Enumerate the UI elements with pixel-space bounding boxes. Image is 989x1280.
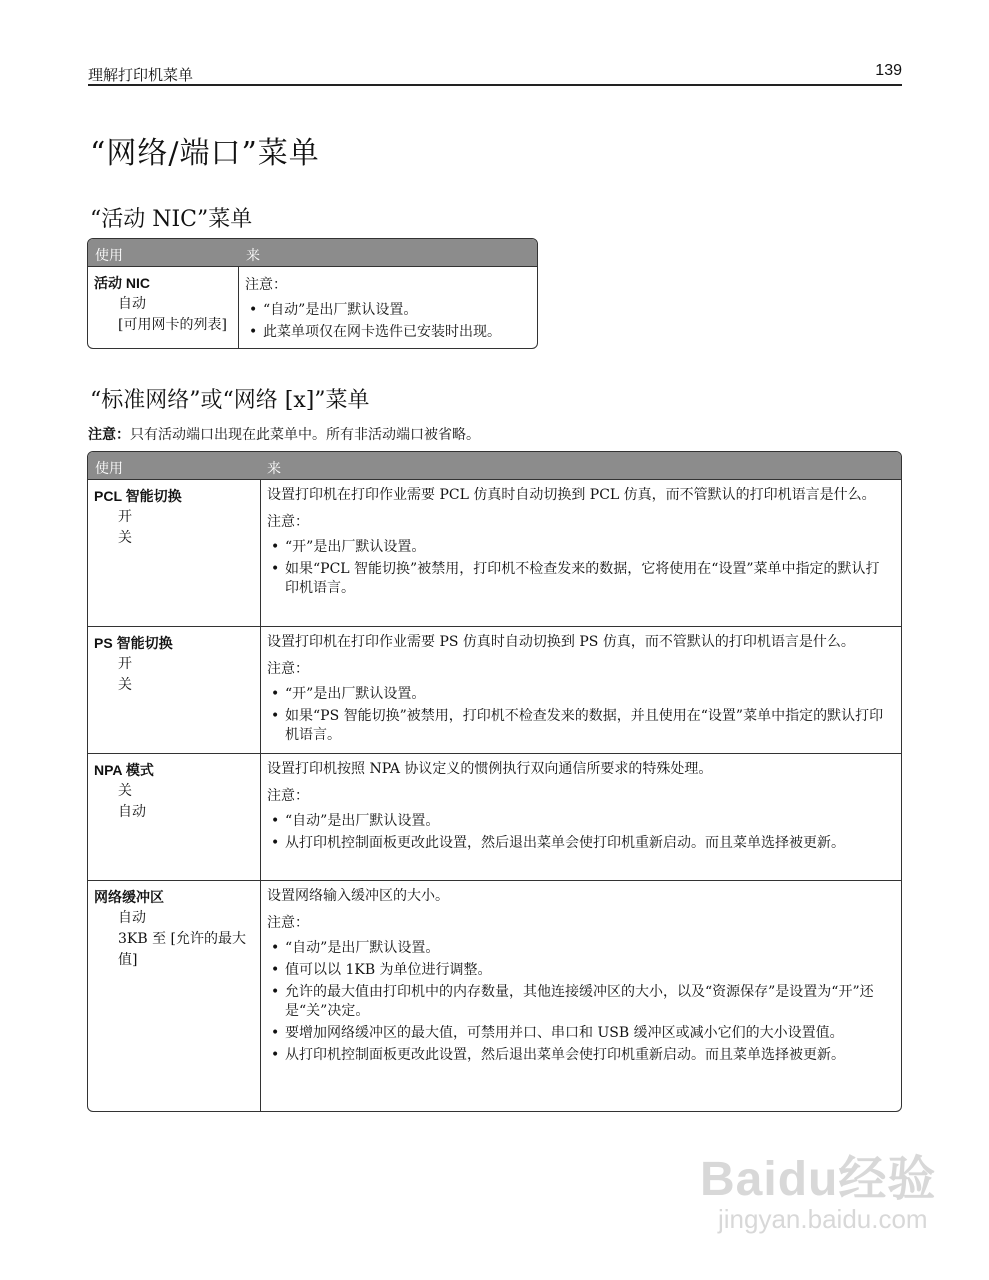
note-item: • 值可以以 1KB 为单位进行调整。	[267, 961, 893, 980]
note-item: • 允许的最大值由打印机中的内存数量，其他连接缓冲区的大小，以及“资源保存”是设置为“开”还是“关”决定。	[267, 983, 893, 1021]
menu-option: 自动	[118, 910, 146, 926]
note-item: • 如果“PCL 智能切换”被禁用，打印机不检查发来的数据，它将使用在“设置”菜单中指定的默认打印机语言。	[267, 560, 893, 598]
table-row	[88, 881, 901, 1112]
note-item: • 如果“PS 智能切换”被禁用，打印机不检查发来的数据，并且使用在“设置”菜单中指定的默认打印机语言。	[267, 707, 893, 745]
note-label: 注意：	[267, 788, 309, 804]
menu-option: [可用网卡的列表]	[118, 317, 227, 333]
row-options-cell	[88, 881, 261, 1112]
table-row	[88, 627, 901, 754]
section-heading-standard-network: “标准网络”或“网络 [x]”菜单	[90, 388, 370, 413]
menu-item-title: PS 智能切换	[94, 635, 173, 651]
description: 设置网络输入缓冲区的大小。	[267, 888, 449, 904]
note-item: • “自动”是出厂默认设置。	[267, 812, 893, 831]
menu-option: 关	[118, 530, 132, 546]
row-description-cell	[261, 881, 901, 1112]
row-description-cell	[239, 267, 537, 349]
note-list	[267, 538, 893, 598]
description: 设置打印机按照 NPA 协议定义的惯例执行双向通信所要求的特殊处理。	[267, 761, 713, 777]
menu-option: 3KB 至 [允许的最大值]	[118, 931, 247, 968]
menu-option: 开	[118, 509, 132, 525]
menu-option: 关	[118, 677, 132, 693]
table-header	[88, 452, 901, 480]
note-item: • 此菜单项仅在网卡选件已安装时出现。	[245, 323, 529, 342]
note-item: • 要增加网络缓冲区的最大值，可禁用并口、串口和 USB 缓冲区或减小它们的大小设置值。	[267, 1024, 893, 1043]
table-row	[88, 267, 537, 349]
note-item: • “开”是出厂默认设置。	[267, 538, 893, 557]
note-item: • “自动”是出厂默认设置。	[245, 301, 529, 320]
page-number: 139	[875, 62, 902, 79]
page-title: “网络/端口”菜单	[90, 136, 320, 171]
table-header	[88, 239, 537, 267]
active-nic-table	[87, 238, 538, 349]
page-header	[88, 62, 902, 86]
section-intro-note	[88, 424, 480, 444]
watermark-logo-text: Baidu经验	[700, 1153, 937, 1206]
network-menu-table	[87, 451, 902, 1112]
note-label: 注意：	[245, 277, 287, 293]
note-list	[267, 812, 893, 853]
description: 设置打印机在打印作业需要 PS 仿真时自动切换到 PS 仿真，而不管默认的打印机语言是什么。	[267, 634, 855, 650]
col-use: 使用	[95, 461, 123, 477]
menu-item-title: 活动 NIC	[94, 275, 150, 291]
intro-note-text: 只有活动端口出现在此菜单中。所有非活动端口被省略。	[130, 427, 480, 443]
table-row	[88, 754, 901, 881]
note-item: • 从打印机控制面板更改此设置，然后退出菜单会使打印机重新启动。而且菜单选择被更新。	[267, 1046, 893, 1065]
note-label: 注意：	[267, 661, 309, 677]
note-list	[245, 301, 529, 342]
menu-item-title: PCL 智能切换	[94, 488, 182, 504]
baidu-watermark	[700, 1140, 940, 1250]
section-heading-active-nic: “活动 NIC”菜单	[90, 207, 253, 232]
row-description-cell	[261, 627, 901, 753]
col-use: 使用	[95, 248, 123, 264]
note-list	[267, 939, 893, 1065]
note-list	[267, 685, 893, 745]
watermark-url: jingyan.baidu.com	[718, 1204, 928, 1234]
note-label: 注意：	[267, 514, 309, 530]
menu-option: 自动	[118, 296, 146, 312]
header-section-title: 理解打印机菜单	[88, 66, 194, 84]
row-options-cell	[88, 627, 261, 753]
col-to: 来	[267, 461, 281, 477]
note-item: • “自动”是出厂默认设置。	[267, 939, 893, 958]
menu-option: 开	[118, 656, 132, 672]
note-label: 注意：	[267, 915, 309, 931]
row-options-cell	[88, 480, 261, 626]
table-row	[88, 480, 901, 627]
col-to: 来	[246, 248, 260, 264]
row-description-cell	[261, 480, 901, 626]
intro-note-label: 注意：	[88, 427, 130, 443]
row-options-cell	[88, 267, 239, 349]
note-item: • 从打印机控制面板更改此设置，然后退出菜单会使打印机重新启动。而且菜单选择被更新。	[267, 834, 893, 853]
menu-item-title: 网络缓冲区	[94, 889, 164, 905]
menu-option: 自动	[118, 804, 146, 820]
menu-option: 关	[118, 783, 132, 799]
description: 设置打印机在打印作业需要 PCL 仿真时自动切换到 PCL 仿真，而不管默认的打印机语言是什么。	[267, 487, 876, 503]
row-options-cell	[88, 754, 261, 880]
menu-item-title: NPA 模式	[94, 762, 154, 778]
note-item: • “开”是出厂默认设置。	[267, 685, 893, 704]
row-description-cell	[261, 754, 901, 880]
